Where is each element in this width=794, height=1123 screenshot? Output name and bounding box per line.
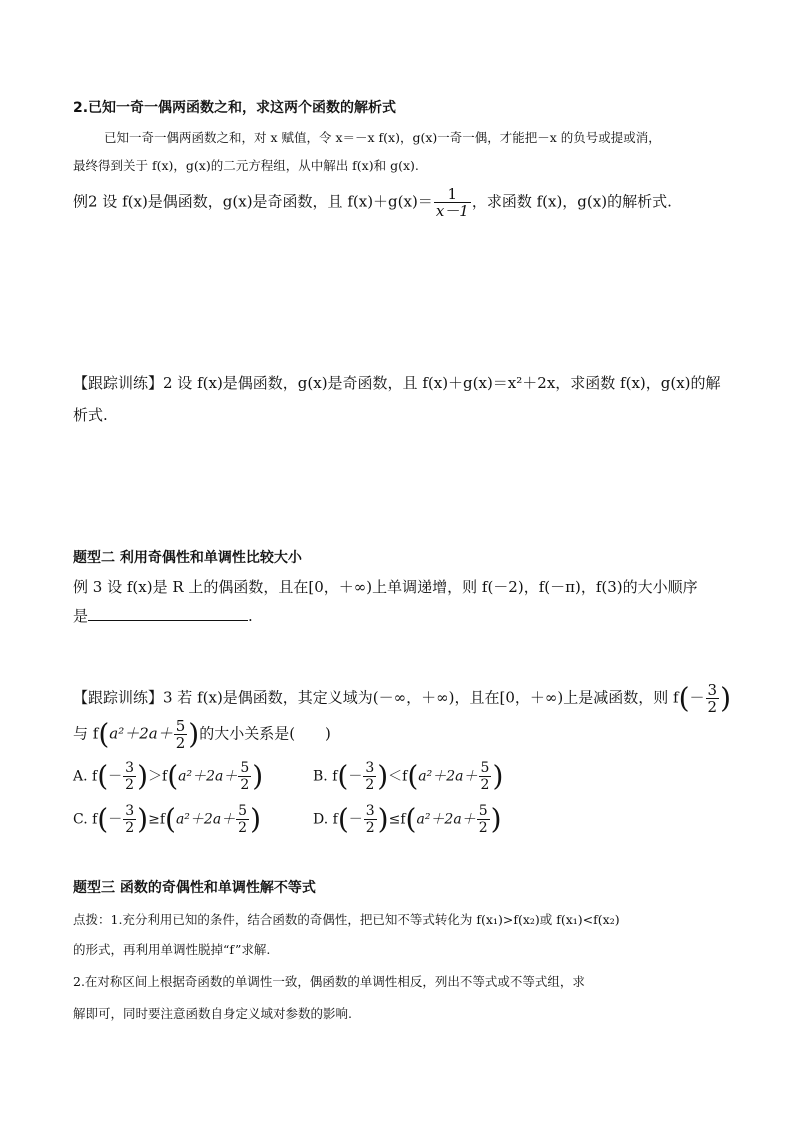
- example-2-denominator: x－1: [435, 202, 469, 220]
- tip-line3: 2.在对称区间上根据奇函数的单调性一致，偶函数的单调性相反，列出不等式或不等式组，求: [73, 974, 585, 989]
- section-2-para-line2: 最终得到关于 f(x)，g(x)的二元方程组，从中解出 f(x)和 g(x).: [73, 158, 419, 173]
- training-2-line1: 【跟踪训练】2 设 f(x)是偶函数，g(x)是奇函数，且 f(x)＋g(x)＝x²＋2x，求函数 f(x)，g(x)的解: [73, 374, 721, 392]
- example-2-fraction: [434, 186, 471, 219]
- example-2-text-before: 例2 设 f(x)是偶函数，g(x)是奇函数，且 f(x)＋g(x)＝: [73, 192, 433, 211]
- training-3-line2: 与 f(a²＋2a＋ $\frac{5}{2}$ )的大小关系是( ): [73, 717, 331, 752]
- example-2-numerator: 1: [434, 186, 471, 203]
- type-2-title: 题型二 利用奇偶性和单调性比较大小: [73, 550, 302, 566]
- training-3-line1-text: 【跟踪训练】3 若 f(x)是偶函数，其定义域为(－∞，＋∞)，且在[0，＋∞)上是减函数，则 f: [73, 688, 679, 707]
- option-b[interactable]: B. f(－ $\frac{3}{2}$ )＜f(a²＋2a＋ $\frac{5}{2}$ ): [313, 759, 504, 793]
- option-a[interactable]: A. f(－ $\frac{3}{2}$ )＞f(a²＋2a＋ $\frac{5}{2}$ ): [73, 759, 264, 793]
- example-2: [73, 186, 672, 219]
- example-3-line1: 例 3 设 f(x)是 R 上的偶函数，且在[0，＋∞)上单调递增，则 f(－2)，f(－π)，f(3)的大小顺序: [73, 578, 698, 596]
- tip-line2: 的形式，再利用单调性脱掉“f”求解.: [73, 942, 271, 957]
- option-d[interactable]: D. f(－ $\frac{3}{2}$ )≤f(a²＋2a＋ $\frac{5}{2}$ ): [313, 802, 502, 836]
- section-2-para-line1: 已知一奇一偶两函数之和，对 x 赋值，令 x＝－x f(x)，g(x)一奇一偶，才能把－x 的负号或提或消，: [104, 130, 661, 145]
- tip-line1: 点拨：1.充分利用已知的条件，结合函数的奇偶性，把已知不等式转化为 f(x₁)>f(x₂)或 f(x₁)<f(x₂): [73, 912, 620, 927]
- type-3-title: 题型三 函数的奇偶性和单调性解不等式: [73, 880, 316, 896]
- section-2-title: 2.已知一奇一偶两函数之和，求这两个函数的解析式: [73, 100, 397, 116]
- training-3-line1: 【跟踪训练】3 若 f(x)是偶函数，其定义域为(－∞，＋∞)，且在[0，＋∞)上是减函数，则 f(－ $\frac{3}{2}$ ): [73, 681, 731, 716]
- tip-line4: 解即可，同时要注意函数自身定义域对参数的影响.: [73, 1006, 352, 1021]
- example-2-text-after: ，求函数 f(x)，g(x)的解析式.: [471, 192, 672, 211]
- answer-blank[interactable]: [88, 606, 248, 621]
- example-3-line2-text: 是: [73, 607, 89, 625]
- example-3-line2: 是 .: [73, 607, 253, 625]
- option-c[interactable]: C. f(－ $\frac{3}{2}$ )≥f(a²＋2a＋ $\frac{5}{2}$ ): [73, 802, 262, 836]
- training-2-line2: 析式.: [73, 406, 108, 424]
